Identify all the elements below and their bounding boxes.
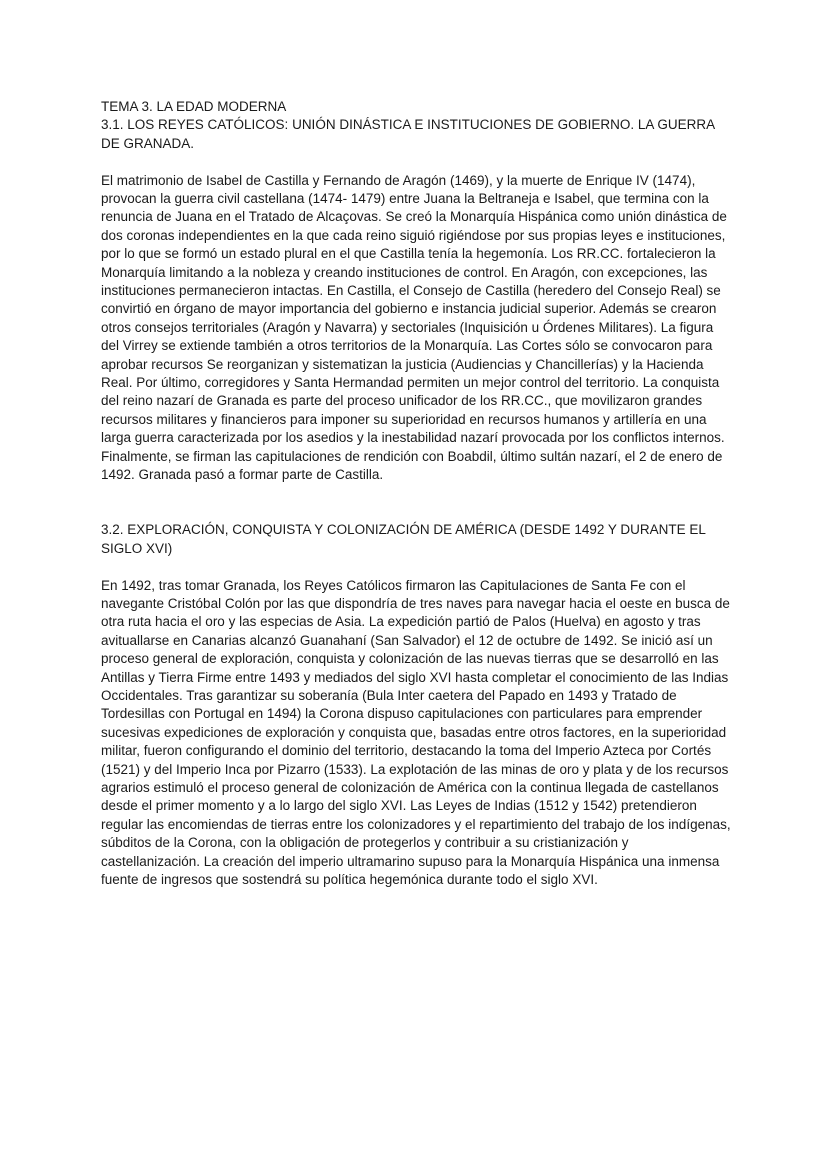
section-1-paragraph: El matrimonio de Isabel de Castilla y Fernando de Aragón (1469), y la muerte de Enrique IV (1474), provocan la guerra civil castellana (1474- 1479) entre Juana la Beltraneja e Isabel, que termina con la renuncia de Juana en el Tratado de Alcaçovas. Se creó la Monarquía Hispánica como unión dinástica de dos coronas independientes en la que cada reino siguió rigiéndose por sus propias leyes e instituciones, por lo que se formó un estado plural en el que Castilla tenía la hegemonía. Los RR.CC. fortalecieron la Monarquía limitando a la nobleza y creando instituciones de control. En Aragón, con excepciones, las instituciones permanecieron intactas. En Castilla, el Consejo de Castilla (heredero del Consejo Real) se convirtió en órgano de mayor importancia del gobierno e instancia judicial superior. Además se crearon otros consejos territoriales (Aragón y Navarra) y sectoriales (Inquisición u Órdenes Militares). La figura del Virrey se extiende también a otros territorios de la Monarquía. Las Cortes sólo se convocaron para aprobar recursos Se reorganizan y sistematizan la justicia (Audiencias y Chancillerías) y la Hacienda Real. Por último, corregidores y Santa Hermandad permiten un mejor control del territorio. La conquista del reino nazarí de Granada es parte del proceso unificador de los RR.CC., que movilizaron grandes recursos militares y financieros para imponer su superioridad en recursos humanos y artillería en una larga guerra caracterizada por los asedios y la inestabilidad nazarí provocada por los conflictos internos. Finalmente, se firman las capitulaciones de rendición con Boabdil, último sultán nazarí, el 2 de enero de 1492. Granada pasó a formar parte de Castilla.	[101, 172, 727, 483]
section-1-heading: 3.1. LOS REYES CATÓLICOS: UNIÓN DINÁSTICA E INSTITUCIONES DE GOBIERNO. LA GUERRA DE GRANADA.	[101, 117, 715, 151]
spacer	[101, 558, 731, 576]
section-2-heading: 3.2. EXPLORACIÓN, CONQUISTA Y COLONIZACIÓN DE AMÉRICA (DESDE 1492 Y DURANTE EL SIGLO XVI)	[101, 522, 706, 556]
topic-title: TEMA 3. LA EDAD MODERNA	[101, 99, 287, 114]
document-page	[101, 98, 731, 889]
spacer	[101, 485, 731, 522]
header-block	[101, 98, 731, 153]
spacer	[101, 153, 731, 171]
section-2-paragraph: En 1492, tras tomar Granada, los Reyes Católicos firmaron las Capitulaciones de Santa Fe con el navegante Cristóbal Colón por las que dispondría de tres naves para navegar hacia el oeste en busca de otra ruta hacia el oro y las especias de Asia. La expedición partió de Palos (Huelva) en agosto y tras avituallarse en Canarias alcanzó Guanahaní (San Salvador) el 12 de octubre de 1492. Se inició así un proceso general de exploración, conquista y colonización de las nuevas tierras que se desarrolló en las Antillas y Tierra Firme entre 1493 y mediados del siglo XVI hasta completar el conocimiento de las Indias Occidentales. Tras garantizar su soberanía (Bula Inter caetera del Papado en 1493 y Tratado de Tordesillas con Portugal en 1494) la Corona dispuso capitulaciones con particulares para emprender sucesivas expediciones de exploración y conquista que, basadas entre otros factores, en la superioridad militar, fueron configurando el dominio del territorio, destacando la toma del Imperio Azteca por Cortés (1521) y del Imperio Inca por Pizarro (1533). La explotación de las minas de oro y plata y de los recursos agrarios estimuló el proceso general de colonización de América con la continua llegada de castellanos desde el primer momento y a lo largo del siglo XVI. Las Leyes de Indias (1512 y 1542) pretendieron regular las encomiendas de tierras entre los colonizadores y el repartimiento del trabajo de los indígenas, súbditos de la Corona, con la obligación de protegerlos y contribuir a su cristianización y castellanización. La creación del imperio ultramarino supuso para la Monarquía Hispánica una inmensa fuente de ingresos que sostendrá su política hegemónica durante todo el siglo XVI.	[101, 577, 731, 888]
